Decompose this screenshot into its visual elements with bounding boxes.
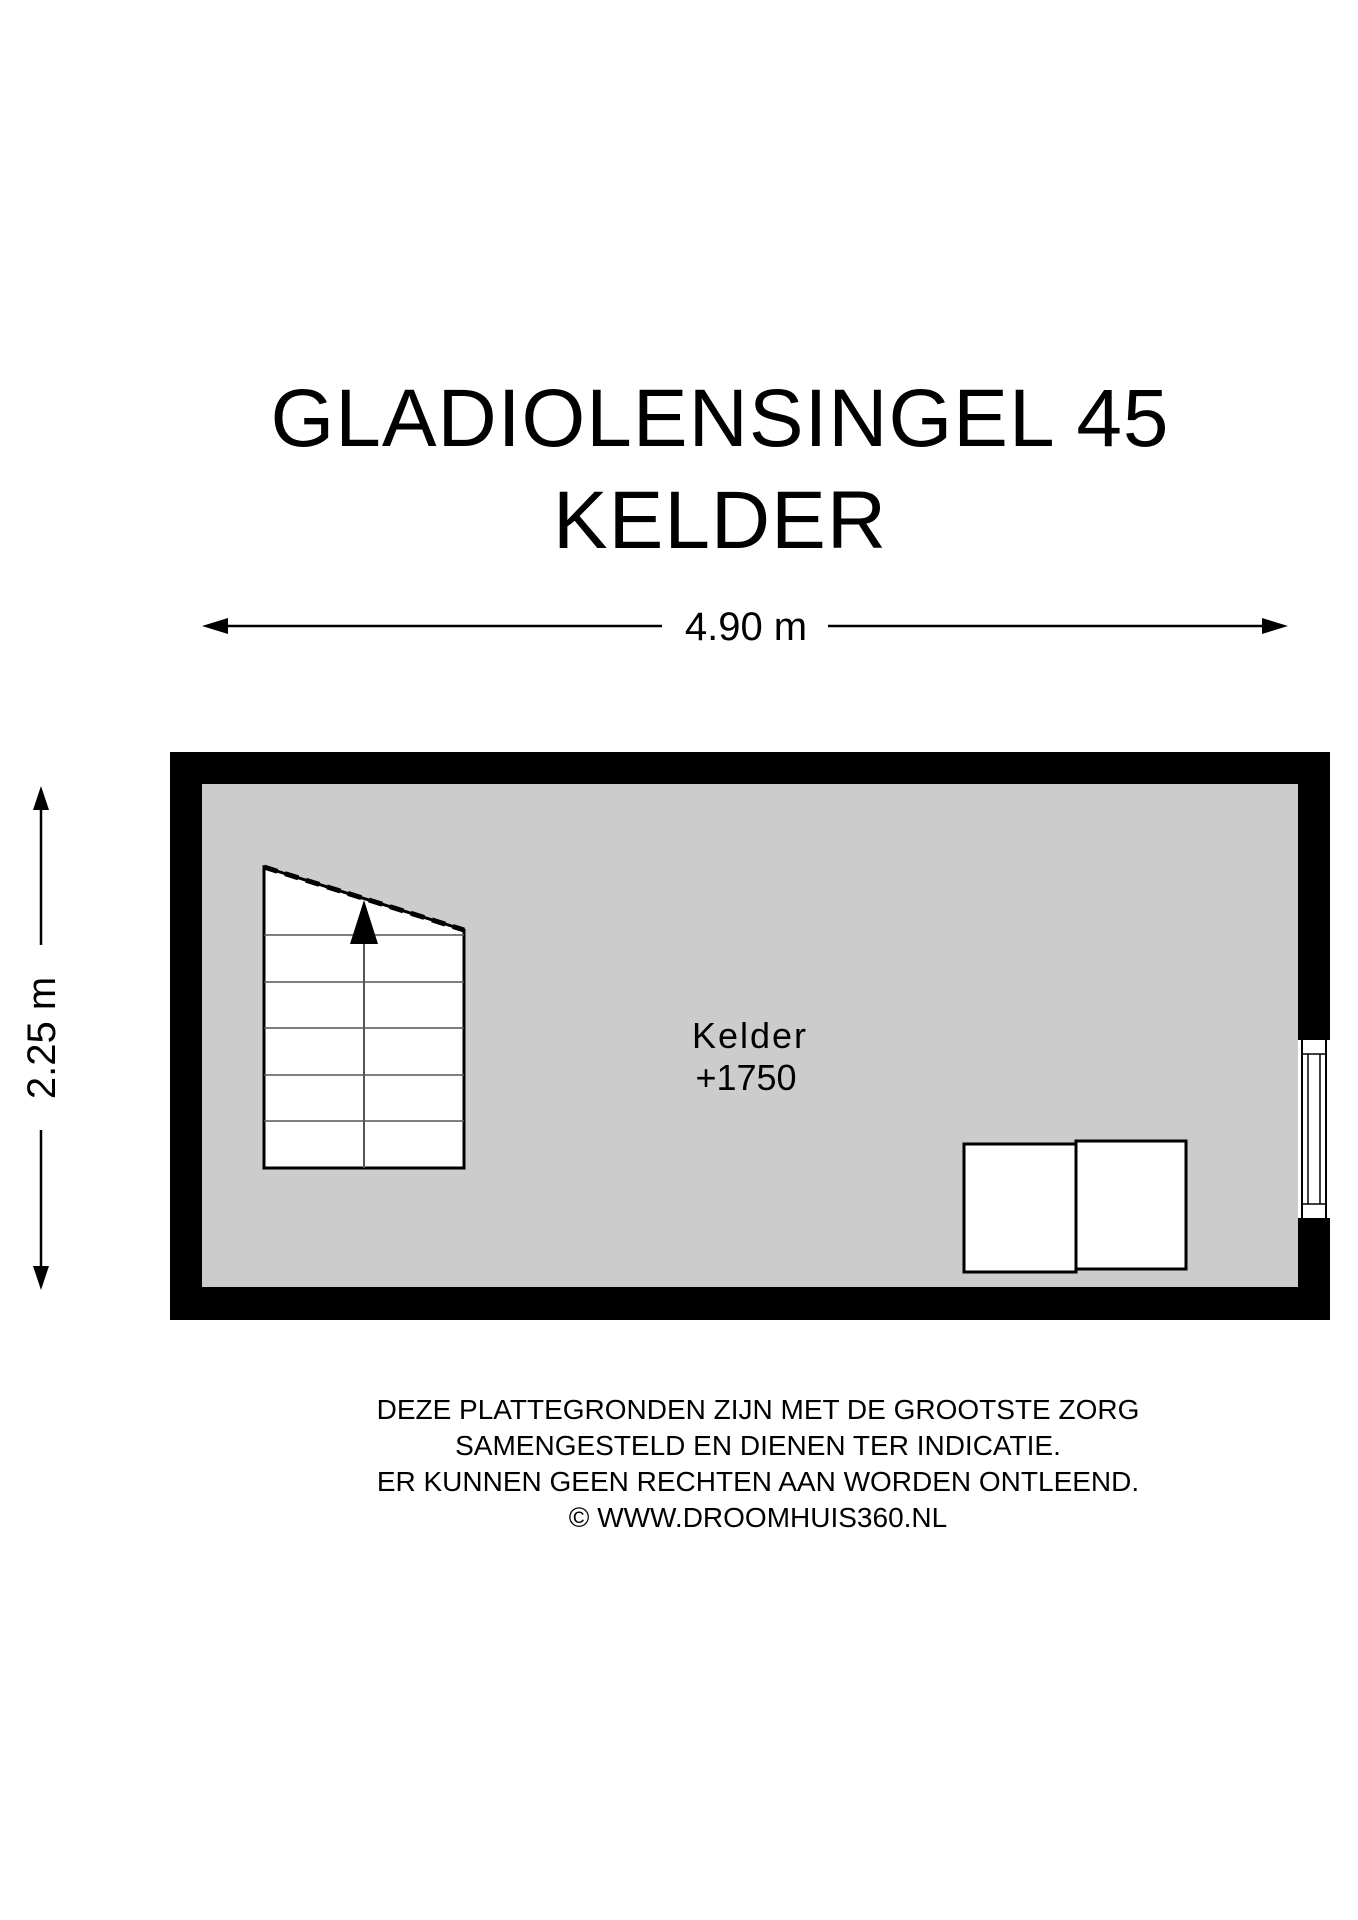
arrow-right-icon: [1262, 618, 1288, 634]
disclaimer-line: ER KUNNEN GEEN RECHTEN AAN WORDEN ONTLEEND.: [376, 1466, 1140, 1497]
window: [1298, 1040, 1330, 1218]
floor-name: KELDER: [552, 475, 888, 566]
appliances: [964, 1141, 1186, 1272]
width-dimension-label: 4.90 m: [684, 605, 808, 649]
arrow-down-icon: [33, 1266, 49, 1290]
arrow-up-icon: [33, 786, 49, 810]
disclaimer: [0, 1392, 1358, 1536]
plan-title: GLADIOLENSINGEL 45: [270, 373, 1170, 464]
disclaimer-line: SAMENGESTELD EN DIENEN TER INDICATIE.: [455, 1430, 1061, 1461]
height-dimension-label: 2.25 m: [20, 976, 64, 1100]
copyright: © WWW.DROOMHUIS360.NL: [568, 1502, 948, 1533]
room-name: Kelder: [691, 1015, 809, 1056]
arrow-left-icon: [202, 618, 228, 634]
disclaimer-line: DEZE PLATTEGRONDEN ZIJN MET DE GROOTSTE ZORG: [376, 1394, 1140, 1425]
appliance-left: [964, 1144, 1076, 1272]
appliance-right: [1076, 1141, 1186, 1269]
width-dimension: [202, 605, 1288, 649]
room-level: +1750: [695, 1057, 797, 1098]
height-dimension: [20, 786, 64, 1290]
